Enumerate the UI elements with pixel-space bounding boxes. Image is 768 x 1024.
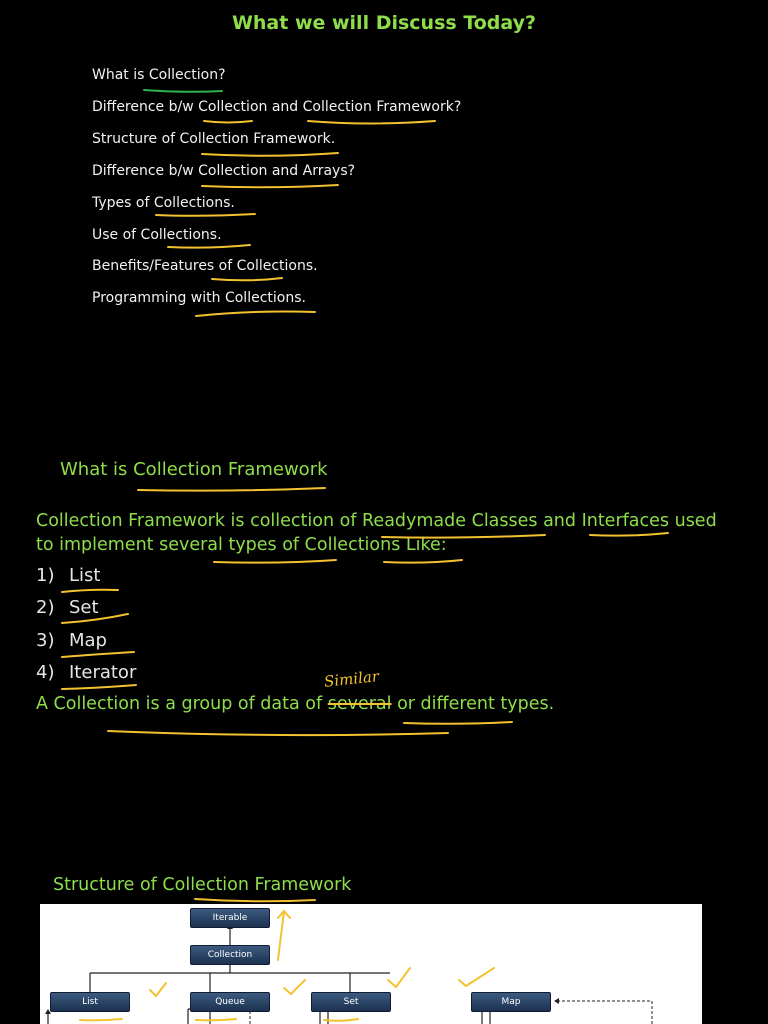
list-label: List xyxy=(69,565,101,586)
list-number: 1) xyxy=(36,565,55,586)
agenda-underline xyxy=(308,121,435,124)
handwritten-note: Similar xyxy=(323,667,380,691)
agenda-underline xyxy=(156,214,255,216)
agenda-underline xyxy=(196,312,315,317)
diagram-node-set: Set xyxy=(311,992,391,1012)
agenda-item: Use of Collections. xyxy=(92,227,222,243)
agenda-underline xyxy=(168,245,250,248)
definition-underline xyxy=(384,560,462,563)
sentence-underline xyxy=(108,731,448,735)
list-number: 3) xyxy=(36,630,55,651)
list-number: 4) xyxy=(36,662,55,683)
diagram-node-collection: Collection xyxy=(190,945,270,965)
agenda-underline xyxy=(212,278,282,280)
collection-sentence xyxy=(36,694,554,714)
agenda-item: Types of Collections. xyxy=(92,195,235,211)
diagram-node-iterable: Iterable xyxy=(190,908,270,928)
sec3-title-underline xyxy=(195,899,315,901)
slide-title: What we will Discuss Today? xyxy=(231,12,537,34)
section-title-underline xyxy=(138,488,325,491)
struck-word: several xyxy=(327,694,392,714)
sentence-end: or different types. xyxy=(391,694,555,714)
list-label: Set xyxy=(69,597,99,618)
list-item xyxy=(36,630,107,651)
list-underline xyxy=(62,590,118,592)
agenda-underline xyxy=(202,153,338,156)
agenda-item: Structure of Collection Framework. xyxy=(92,131,336,147)
agenda-item: Difference b/w Collection and Collection Framework? xyxy=(92,99,462,115)
agenda-item: Difference b/w Collection and Arrays? xyxy=(92,163,356,179)
definition-underline xyxy=(214,560,336,563)
agenda-item: Benefits/Features of Collections. xyxy=(92,258,318,274)
section-title: What is Collection Framework xyxy=(60,459,328,480)
list-label: Map xyxy=(69,630,107,651)
agenda-underline xyxy=(202,185,338,187)
agenda-item: What is Collection? xyxy=(92,67,226,83)
diagram-node-map: Map xyxy=(471,992,551,1012)
list-item xyxy=(36,565,100,586)
section-title: Structure of Collection Framework xyxy=(53,875,352,895)
list-underline xyxy=(62,652,134,657)
agenda-underline xyxy=(204,121,252,123)
diagram-node-list: List xyxy=(50,992,130,1012)
sentence-underline xyxy=(404,722,512,724)
sentence-start: A Collection is a group of data of xyxy=(36,694,328,714)
definition-text: Collection Framework is collection of Readymade Classes and Interfaces used to implement several types of Collections Like: xyxy=(36,511,717,555)
list-item xyxy=(36,662,136,683)
agenda-item: Programming with Collections. xyxy=(92,290,306,306)
collection-hierarchy-diagram xyxy=(40,904,702,1024)
agenda-underline-green xyxy=(144,90,222,92)
list-item xyxy=(36,597,99,618)
list-underline xyxy=(62,685,136,689)
list-label: Iterator xyxy=(69,662,137,683)
diagram-node-queue: Queue xyxy=(190,992,270,1012)
list-number: 2) xyxy=(36,597,55,618)
